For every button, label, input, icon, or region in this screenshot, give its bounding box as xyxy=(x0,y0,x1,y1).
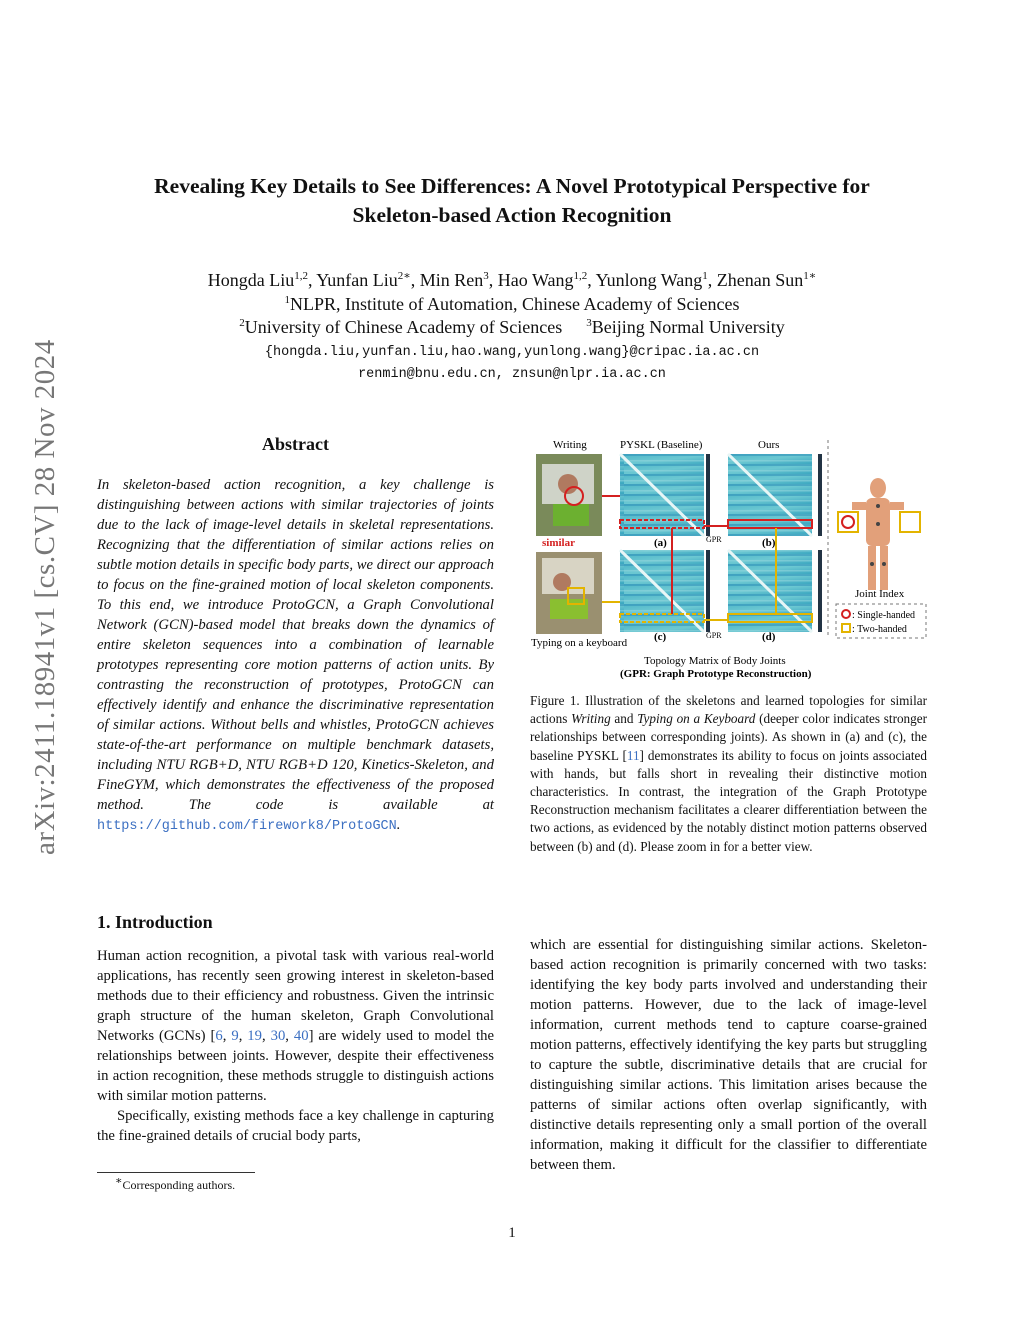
label-gpr-2: GPR xyxy=(706,631,722,640)
abstract-heading: Abstract xyxy=(262,434,329,454)
author-separator: , xyxy=(410,270,420,290)
author-affil-sup: 1∗ xyxy=(803,270,817,282)
author-name: Yunlong Wang xyxy=(595,270,703,290)
affil-1-text: NLPR, Institute of Automation, Chinese Academy of Sciences xyxy=(290,293,740,314)
colorbar-d xyxy=(818,550,822,632)
footnote-mark: ∗ xyxy=(115,1175,123,1187)
label-topology: Topology Matrix of Body Joints xyxy=(644,655,786,667)
arxiv-sidebar-stamp: arXiv:2411.18941v1 [cs.CV] 28 Nov 2024 xyxy=(29,339,61,855)
intro-left-column xyxy=(97,946,494,1146)
author-separator: , xyxy=(307,270,317,290)
label-similar: similar xyxy=(542,537,575,549)
legend-two: : Two-handed xyxy=(852,624,907,635)
email-line-2: renmin@bnu.edu.cn, znsun@nlpr.ia.ac.cn xyxy=(358,366,666,382)
figure-1 xyxy=(528,434,932,684)
footnote-text: Corresponding authors. xyxy=(122,1178,236,1192)
abstract-body: In skeleton-based action recognition, a key challenge is distinguishing between actions with similar trajectories of joints due to the lack of image-level details in skeletal representations. Recognizing that the differentiation of similar actions relies on subtle motion details in specific body parts, we direct our approach to focus on the fine-grained motion of local skeleton components. To this end, we introduce ProtoGCN, a Graph Convolutional Network (GCN)-based model that breaks down the dynamics of entire skeleton sequences into a combination of learnable prototypes representing core motion patterns of action units. By contrasting the reconstruction of prototypes, ProtoGCN can effectively identify and enhance the discriminative representation of similar actions. Without bells and whistles, ProtoGCN achieves state-of-the-art performance on multiple benchmark datasets, including NTU RGB+D, NTU RGB+D 120, Kinetics-Skeleton, and FineGYM, which demonstrates the effectiveness of the proposed method. The code is available at xyxy=(97,477,494,813)
affil-sup-2: 2 xyxy=(239,317,245,329)
abstract-text xyxy=(97,475,494,837)
author-affil-sup: 2∗ xyxy=(397,270,411,282)
email-line-1: {hongda.liu,yunfan.liu,hao.wang,yunlong.wang}@cripac.ia.ac.cn xyxy=(264,344,760,360)
author-separator: , xyxy=(707,270,717,290)
caption-ref-link[interactable]: 11 xyxy=(626,747,640,763)
intro-paragraph-2: Specifically, existing methods face a key challenge in capturing the fine-grained details of crucial body parts, xyxy=(97,1108,494,1144)
legend-two-icon xyxy=(842,624,850,632)
intro-p1-b: ] are widely used to model the relationships between joints. However, despite their effectiveness in action recognition, these methods struggle to distinguish actions with similar motion patterns. xyxy=(97,1028,494,1104)
caption-prefix: Figure 1. xyxy=(530,693,580,708)
label-gpr-1: GPR xyxy=(706,535,722,544)
title-line-1: Revealing Key Details to See Differences: A Novel Prototypical Perspective for xyxy=(154,174,870,198)
affiliation-line-1 xyxy=(60,293,964,317)
affil-sup-3: 3 xyxy=(586,317,592,329)
figure-1-caption xyxy=(530,692,927,856)
author-name: Yunfan Liu xyxy=(316,270,398,290)
footnote xyxy=(97,1177,494,1193)
author-name: Hao Wang xyxy=(497,270,574,290)
code-link[interactable]: https://github.com/firework8/ProtoGCN xyxy=(97,819,397,834)
author-affil-sup: 1 xyxy=(702,270,708,282)
caption-typing: Typing on a Keyboard xyxy=(637,711,756,727)
affil-3-text: Beijing Normal University xyxy=(591,317,785,337)
label-baseline: PYSKL (Baseline) xyxy=(620,439,703,451)
author-separator: , xyxy=(587,270,596,290)
photo-writing-chair xyxy=(553,504,589,526)
author-affil-sup: 3 xyxy=(483,270,489,282)
label-b: (b) xyxy=(762,537,776,549)
colorbar-a xyxy=(706,454,710,536)
author-name: Hongda Liu xyxy=(207,270,295,290)
abstract-end: . xyxy=(396,817,401,833)
body-hand-circle-left xyxy=(842,516,854,528)
legend-single: : Single-handed xyxy=(852,610,916,621)
caption-part-c: ] demonstrates its ability to focus on joints associated with hands, but falls short in revealing their distinctive motion characteristics. In contrast, the integration of the Graph Prototype Reconstruction mechanism facilitates a clearer differentiation between the two actions, as evidenced by the notably distinct motion patterns observed between (b) and (d). Please zoom in for a better view. xyxy=(530,747,927,854)
caption-writing: Writing xyxy=(571,711,611,727)
ref-link-30[interactable]: 30 xyxy=(270,1028,286,1044)
intro-paragraph-1: Human action recognition, a pivotal task with various real-world applications, has recently seen growing interest in skeleton-based methods due to their efficiency and robustness. Given the intrinsic graph structure of the human skeleton, Graph Convolutional Networks (GCNs) [6, 9, 19, 30, 40] are widely used to model the relationships between joints. However, despite their effectiveness in action recognition, these methods struggle to distinguish actions with similar motion patterns. xyxy=(97,948,494,1104)
footnote-rule xyxy=(97,1172,255,1173)
label-joint-index: Joint Index xyxy=(855,588,905,600)
ref-link-40[interactable]: 40 xyxy=(293,1028,309,1044)
photo-writing-person xyxy=(558,474,578,494)
author-name: Zhenan Sun xyxy=(716,270,804,290)
caption-part-a: Illustration of the skeletons and learned topologies for similar actions xyxy=(530,693,928,727)
author-list xyxy=(60,269,964,293)
label-typing: Typing on a keyboard xyxy=(531,637,628,649)
label-gpr-full: (GPR: Graph Prototype Reconstruction) xyxy=(620,668,812,680)
colorbar-b xyxy=(818,454,822,536)
paper-title xyxy=(60,172,964,230)
label-c: (c) xyxy=(654,631,667,643)
title-line-2: Skeleton-based Action Recognition xyxy=(352,203,672,227)
ref-link-9[interactable]: 9 xyxy=(231,1028,239,1044)
author-affil-sup: 1,2 xyxy=(294,270,308,282)
author-separator: , xyxy=(488,270,498,290)
affil-2-text: University of Chinese Academy of Sciences xyxy=(244,317,563,337)
label-writing: Writing xyxy=(553,439,587,451)
ref-link-6[interactable]: 6 xyxy=(215,1028,223,1044)
body-joint-figure xyxy=(852,478,904,590)
affil-sup-1: 1 xyxy=(284,293,291,306)
author-affil-sup: 1,2 xyxy=(573,270,588,282)
page-number: 1 xyxy=(508,1225,516,1241)
ref-link-19[interactable]: 19 xyxy=(247,1028,262,1044)
caption-and: and xyxy=(614,711,634,727)
caption-part-b: (deeper color indicates stronger relationships between corresponding joints). As shown in (a) and (c), the baseline PYSKL [ xyxy=(530,711,927,763)
intro-heading: 1. Introduction xyxy=(97,912,213,932)
author-block xyxy=(60,269,964,386)
label-a: (a) xyxy=(654,537,667,549)
legend-single-icon xyxy=(842,610,850,618)
author-name: Min Ren xyxy=(419,270,484,290)
body-hand-box-right xyxy=(900,512,920,532)
label-ours: Ours xyxy=(758,439,780,451)
affiliation-line-2 xyxy=(60,316,964,340)
intro-right-column: which are essential for distinguishing similar actions. Skeleton-based action recognition is primarily concerned with two tasks: identifying the key body parts involved and understanding their motion patterns. However, due to the lack of image-level information, current methods tend to capture coarse-grained motion patterns, effectively identifying the key parts but struggling to capture the subtle, discriminative details that are crucial for distinguishing similar actions. This limitation arises because the patterns of similar actions often overlap significantly, with distinctive details representing only a small portion of the overall information, making it difficult for the classifier to differentiate between them. xyxy=(530,937,927,1173)
label-d: (d) xyxy=(762,631,776,643)
intro-p1-a: Human action recognition, a pivotal task with various real-world applications, has recently seen growing interest in skeleton-based methods due to their efficiency and robustness. Given the intrinsic graph structure of the human skeleton, Graph Convolutional Networks (GCNs) [ xyxy=(97,948,494,1044)
